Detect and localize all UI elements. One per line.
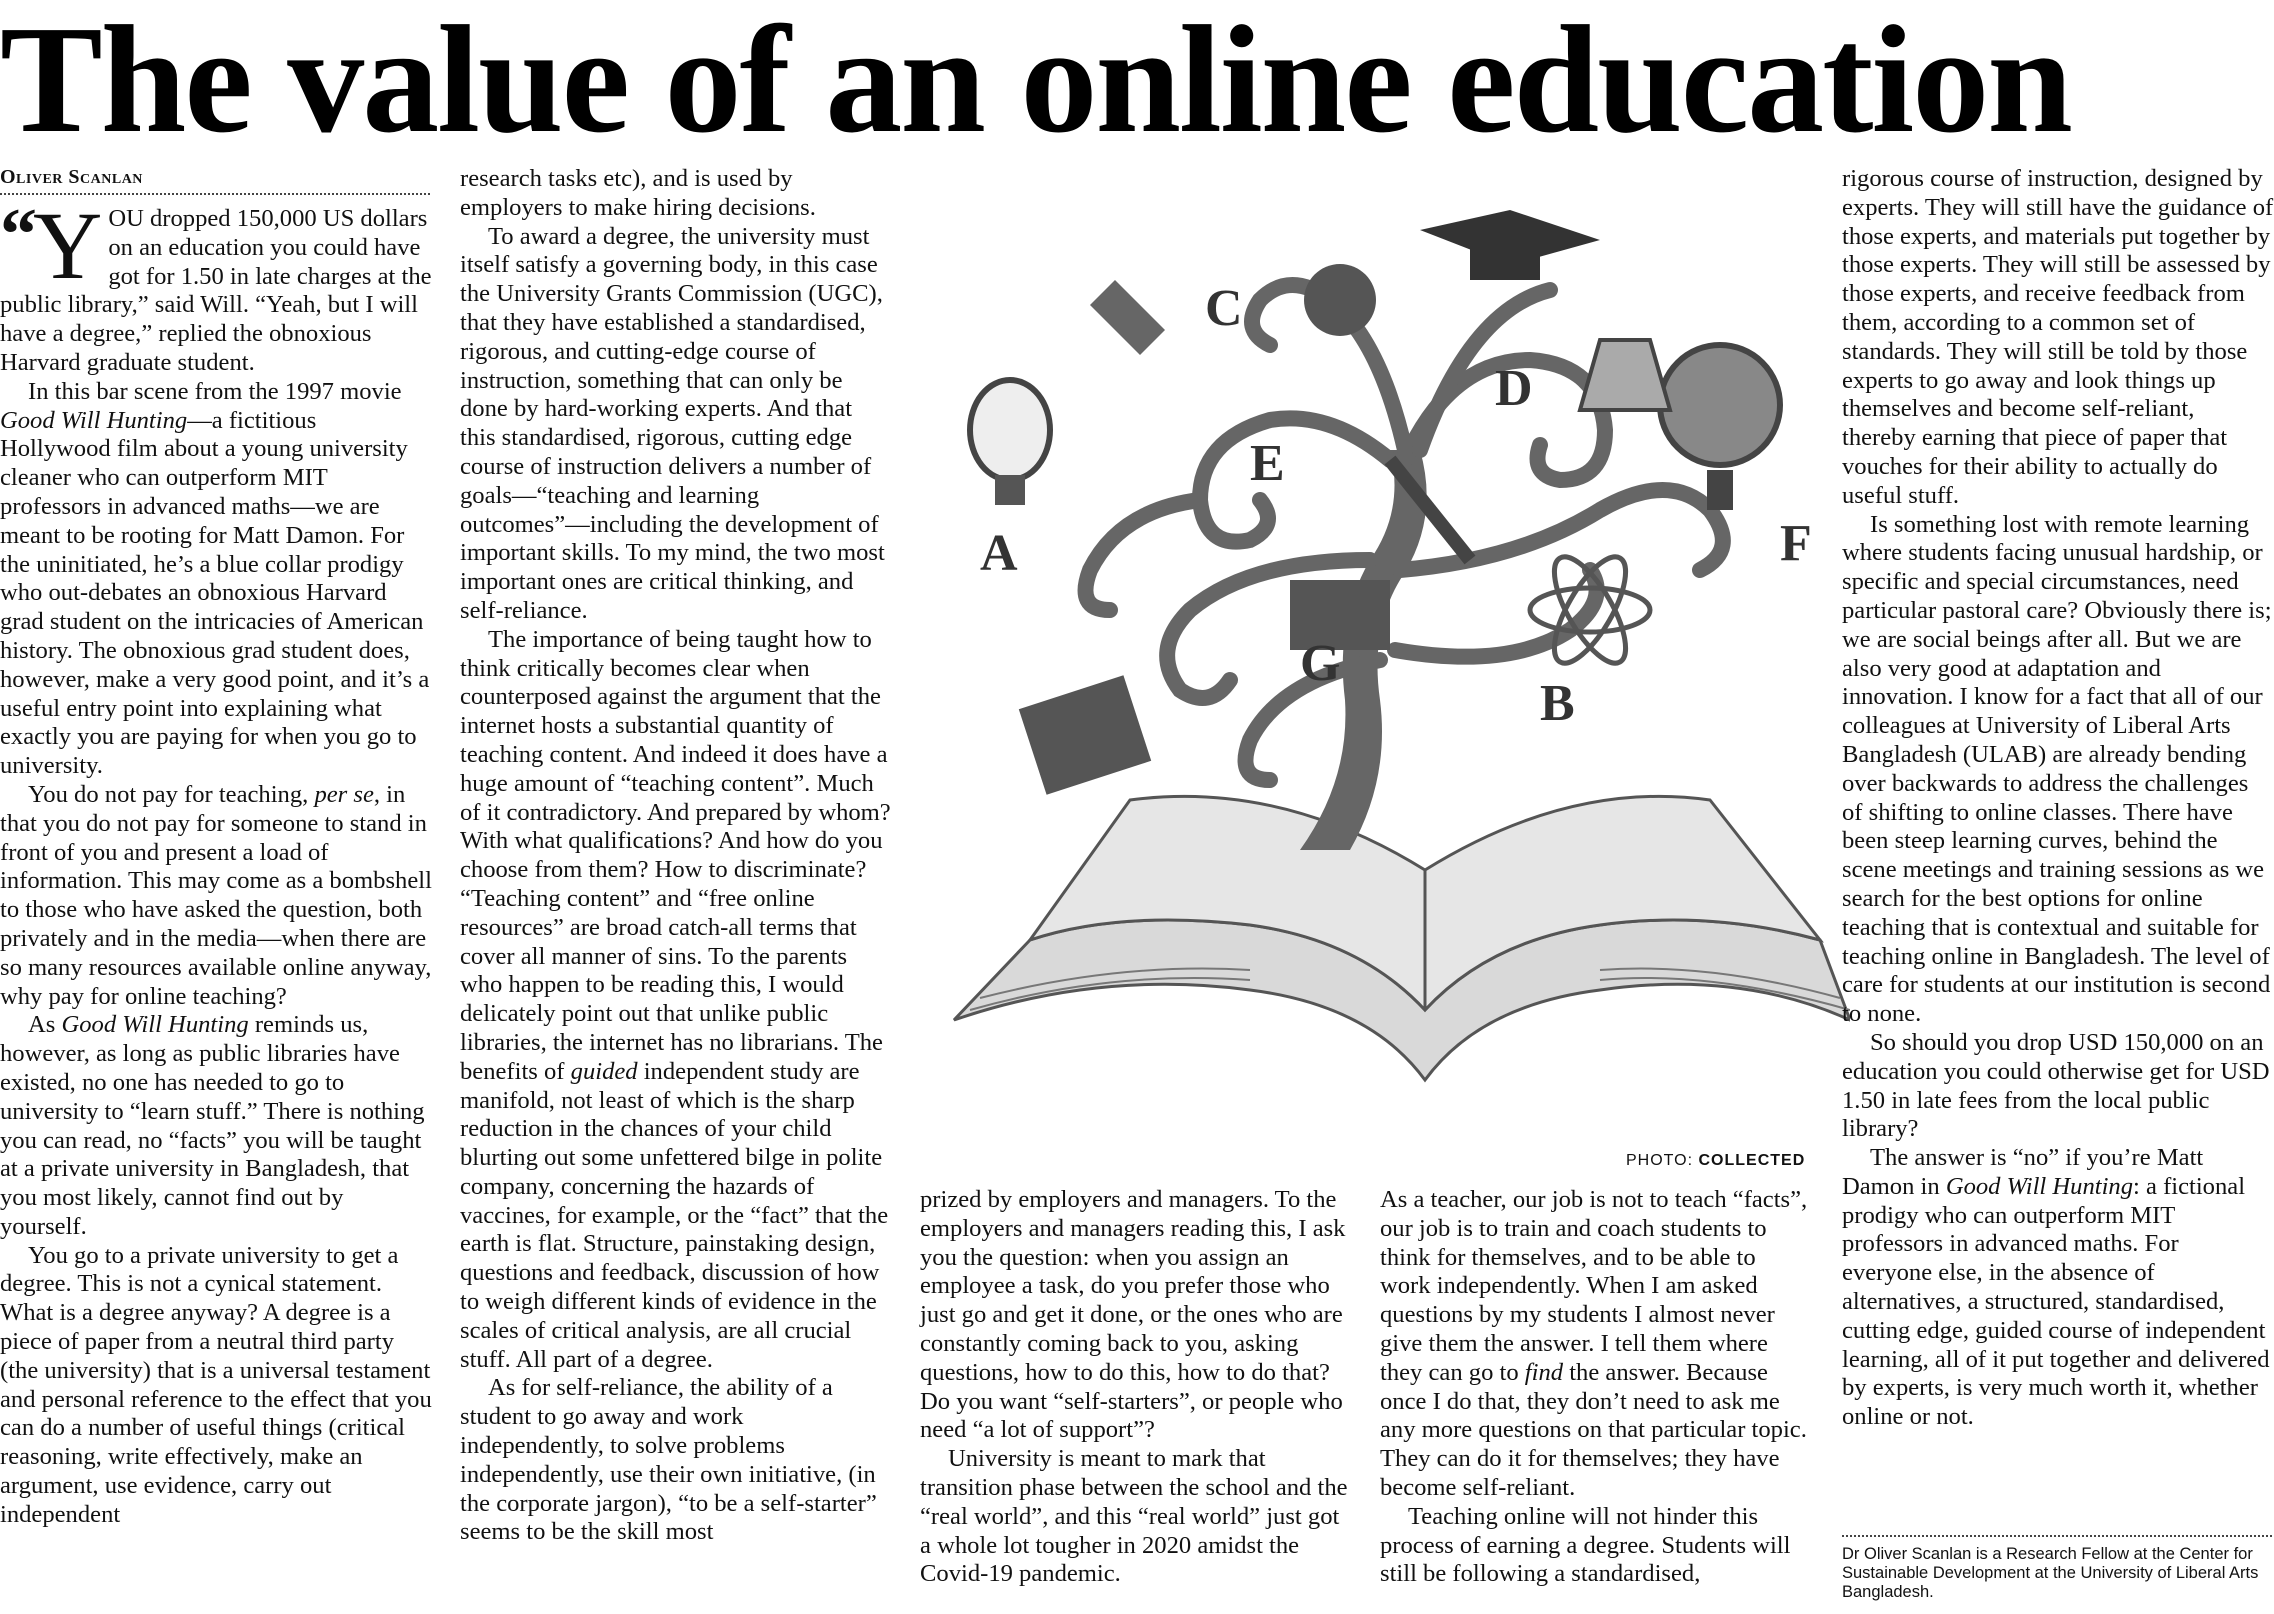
- column-1: [0, 192, 432, 1530]
- book-icon: [1019, 675, 1151, 795]
- letter-e: E: [1250, 435, 1285, 492]
- byline: Oliver Scanlan: [0, 166, 430, 195]
- letter-d: D: [1495, 360, 1533, 417]
- paragraph-2: Teaching online will not hinder this process of earning a degree. Students will still be following a standardised,: [1380, 1502, 1791, 1588]
- paragraph-2: Is something lost with remote learning where students facing unusual hardship, or specific and special circumstances, need particular pastoral care? Obviously there is; we are social beings after all. But we are also very good at adaptation and innovation. I know for a fact that all of our colleagues at University of Liberal Arts Bangladesh (ULAB) are already bending over backwards to address the challenges of shifting to online classes. There have been steep learning curves, behind the scene meetings and training sessions as we search for the best options for online teaching that is contextual and suitable for teaching online in Bangladesh. The level of care for students at our institution is second to none.: [1842, 510, 2272, 1028]
- paragraph-4: As for self-reliance, the ability of a student to go away and work independently, to solve problems independently, use their own initiative, (in the corporate jargon), “to be a self-starter” seems to be the skill most: [460, 1374, 877, 1546]
- paragraph-2: In this bar scene from the 1997 movie Good Will Hunting—a fictitious Hollywood film about a young university cleaner who can outperform MIT professors in advanced maths—we are meant to be rooting for Matt Damon. For the uninitiated, he’s a blue collar prodigy who out-debates an obnoxious Harvard grad student on the intricacies of American history. The obnoxious grad student does, however, make a very good point, and it’s a useful entry point into explaining what exactly you are paying for when you go to university.: [0, 377, 430, 780]
- globe-icon: [1660, 345, 1780, 465]
- letter-f: F: [1780, 515, 1812, 572]
- paragraph-3: The importance of being taught how to think critically becomes clear when counterposed against the argument that the internet hosts a substantial quantity of teaching content. And indeed it does have a huge amount of “teaching content”. Much of it contradictory. And prepared by whom? With what qualifications? And how do you choose from them? How to discriminate? “Teaching content” and “free online resources” are broad catch-all terms that cover all manner of sins. To the parents who happen to be reading this, I would delicately point out that unlike public libraries, the internet has no librarians. The benefits of guided independent study are manifold, not least of which is the sharp reduction in the chances of your child blurting out some unfettered bilge in polite company, concerning the hazards of vaccines, for example, or the “fact” that the earth is flat. Structure, painstaking design, questions and feedback, discussion of how to weigh different kinds of evidence in the scales of critical analysis, are all crucial stuff. All part of a degree.: [460, 625, 891, 1373]
- paragraph-2: To award a degree, the university must itself satisfy a governing body, in this case the University Grants Commission (UGC), that they have established a standardised, rigorous, and cutting-edge course of instruction, something that can only be done by hard-working experts. And that this standardised, rigorous, cutting edge course of instruction delivers a number of goals—“teaching and learning outcomes”—including the development of important skills. To my mind, the two most important ones are critical thinking, and self-reliance.: [460, 222, 885, 624]
- paragraph-1: As a teacher, our job is not to teach “facts”, our job is to train and coach students to think for themselves, and to be able to work independently. When I am asked questions by my students I almost never give them the answer. I tell them where they can go to find the answer. Because once I do that, they don’t need to ask me any more questions on that particular topic. They can do it for themselves; they have become self-reliant.: [1380, 1186, 1808, 1501]
- letter-a: A: [980, 525, 1018, 582]
- tree-book-illustration: [950, 180, 1850, 1140]
- letter-c: C: [1205, 280, 1243, 337]
- author-bio: Dr Oliver Scanlan is a Research Fellow at the Center for Sustainable Development at the University of Liberal Arts Bangladesh.: [1842, 1535, 2272, 1602]
- paragraph-4: The answer is “no” if you’re Matt Damon in Good Will Hunting: a fictional prodigy who can outperform MIT professors in advanced maths. For everyone else, in the absence of alternatives, a structured, standardised, cutting edge, guided course of independent learning, all of it put together and delivered by experts, is very much worth it, whether online or not.: [1842, 1144, 2270, 1431]
- column-5: [1842, 165, 2274, 1432]
- drop-cap: Y: [33, 192, 103, 299]
- paragraph-1: “ Y OU dropped 150,000 US dollars on an education you could have got for 1.50 in late charges at the public library,” said Will. “Yeah, but I will have a degree,” replied the obnoxious Harvard graduate student.: [0, 192, 432, 376]
- letter-g: G: [1300, 635, 1341, 692]
- paragraph-1: rigorous course of instruction, designed by experts. They will still have the guidance of those experts, and materials put together by those experts. They will still be assessed by those experts, and receive feedback from them, according to a common set of standards. They will still be told by those experts to go away and look things up themselves and become self-reliant, thereby earning that piece of paper that vouches for their ability to actually do useful stuff.: [1842, 165, 2274, 509]
- paragraph-3: So should you drop USD 150,000 on an education you could otherwise get for USD 1.50 in late fees from the local public library?: [1842, 1028, 2270, 1143]
- letter-b: B: [1540, 675, 1575, 732]
- light-bulb-icon: [970, 380, 1050, 480]
- paragraph-3: You do not pay for teaching, per se, in that you do not pay for someone to stand in front of you and present a load of information. This may come as a bombshell to those who have asked the question, both privately and in the media—when there are so many resources available online anyway, why pay for online teaching?: [0, 780, 432, 1010]
- opening-quote-mark: “: [0, 194, 37, 276]
- microscope-icon: [1090, 280, 1165, 355]
- column-3: [920, 1186, 1352, 1589]
- photo-credit: PHOTO: COLLECTED: [1626, 1152, 1806, 1169]
- flask-icon: [1580, 340, 1670, 410]
- apple-icon: [1304, 264, 1376, 336]
- paragraph-5: You go to a private university to get a degree. This is not a cynical statement. What is a degree anyway? A degree is a piece of paper from a neutral third party (the university) that is a universal testament and personal reference to the effect that you can do a number of useful things (critical reasoning, write effectively, make an argument, use evidence, carry out independent: [0, 1241, 432, 1528]
- paragraph-4: As Good Will Hunting reminds us, however, as long as public libraries have existed, no one has needed to go to university to “learn stuff.” There is nothing you can read, no “facts” you will be taught at a private university in Bangladesh, that you most likely, cannot find out by yourself.: [0, 1011, 425, 1240]
- paragraph-1: research tasks etc), and is used by employers to make hiring decisions.: [460, 165, 816, 221]
- column-4: [1380, 1186, 1812, 1589]
- paragraph-2: University is meant to mark that transition phase between the school and the “real world”, and this “real world” just got a whole lot tougher in 2020 amidst the Covid-19 pandemic.: [920, 1445, 1348, 1588]
- paragraph-1: prized by employers and managers. To the employers and managers reading this, I ask you the question: when you assign an employee a task, do you prefer those who just go and get it done, or the ones who are constantly coming back to you, asking questions, how to do this, how to do that? Do you want “self-starters”, or people who need “a lot of support”?: [920, 1186, 1346, 1444]
- headline: The value of an online education: [0, 0, 2071, 165]
- column-2: [460, 165, 892, 1547]
